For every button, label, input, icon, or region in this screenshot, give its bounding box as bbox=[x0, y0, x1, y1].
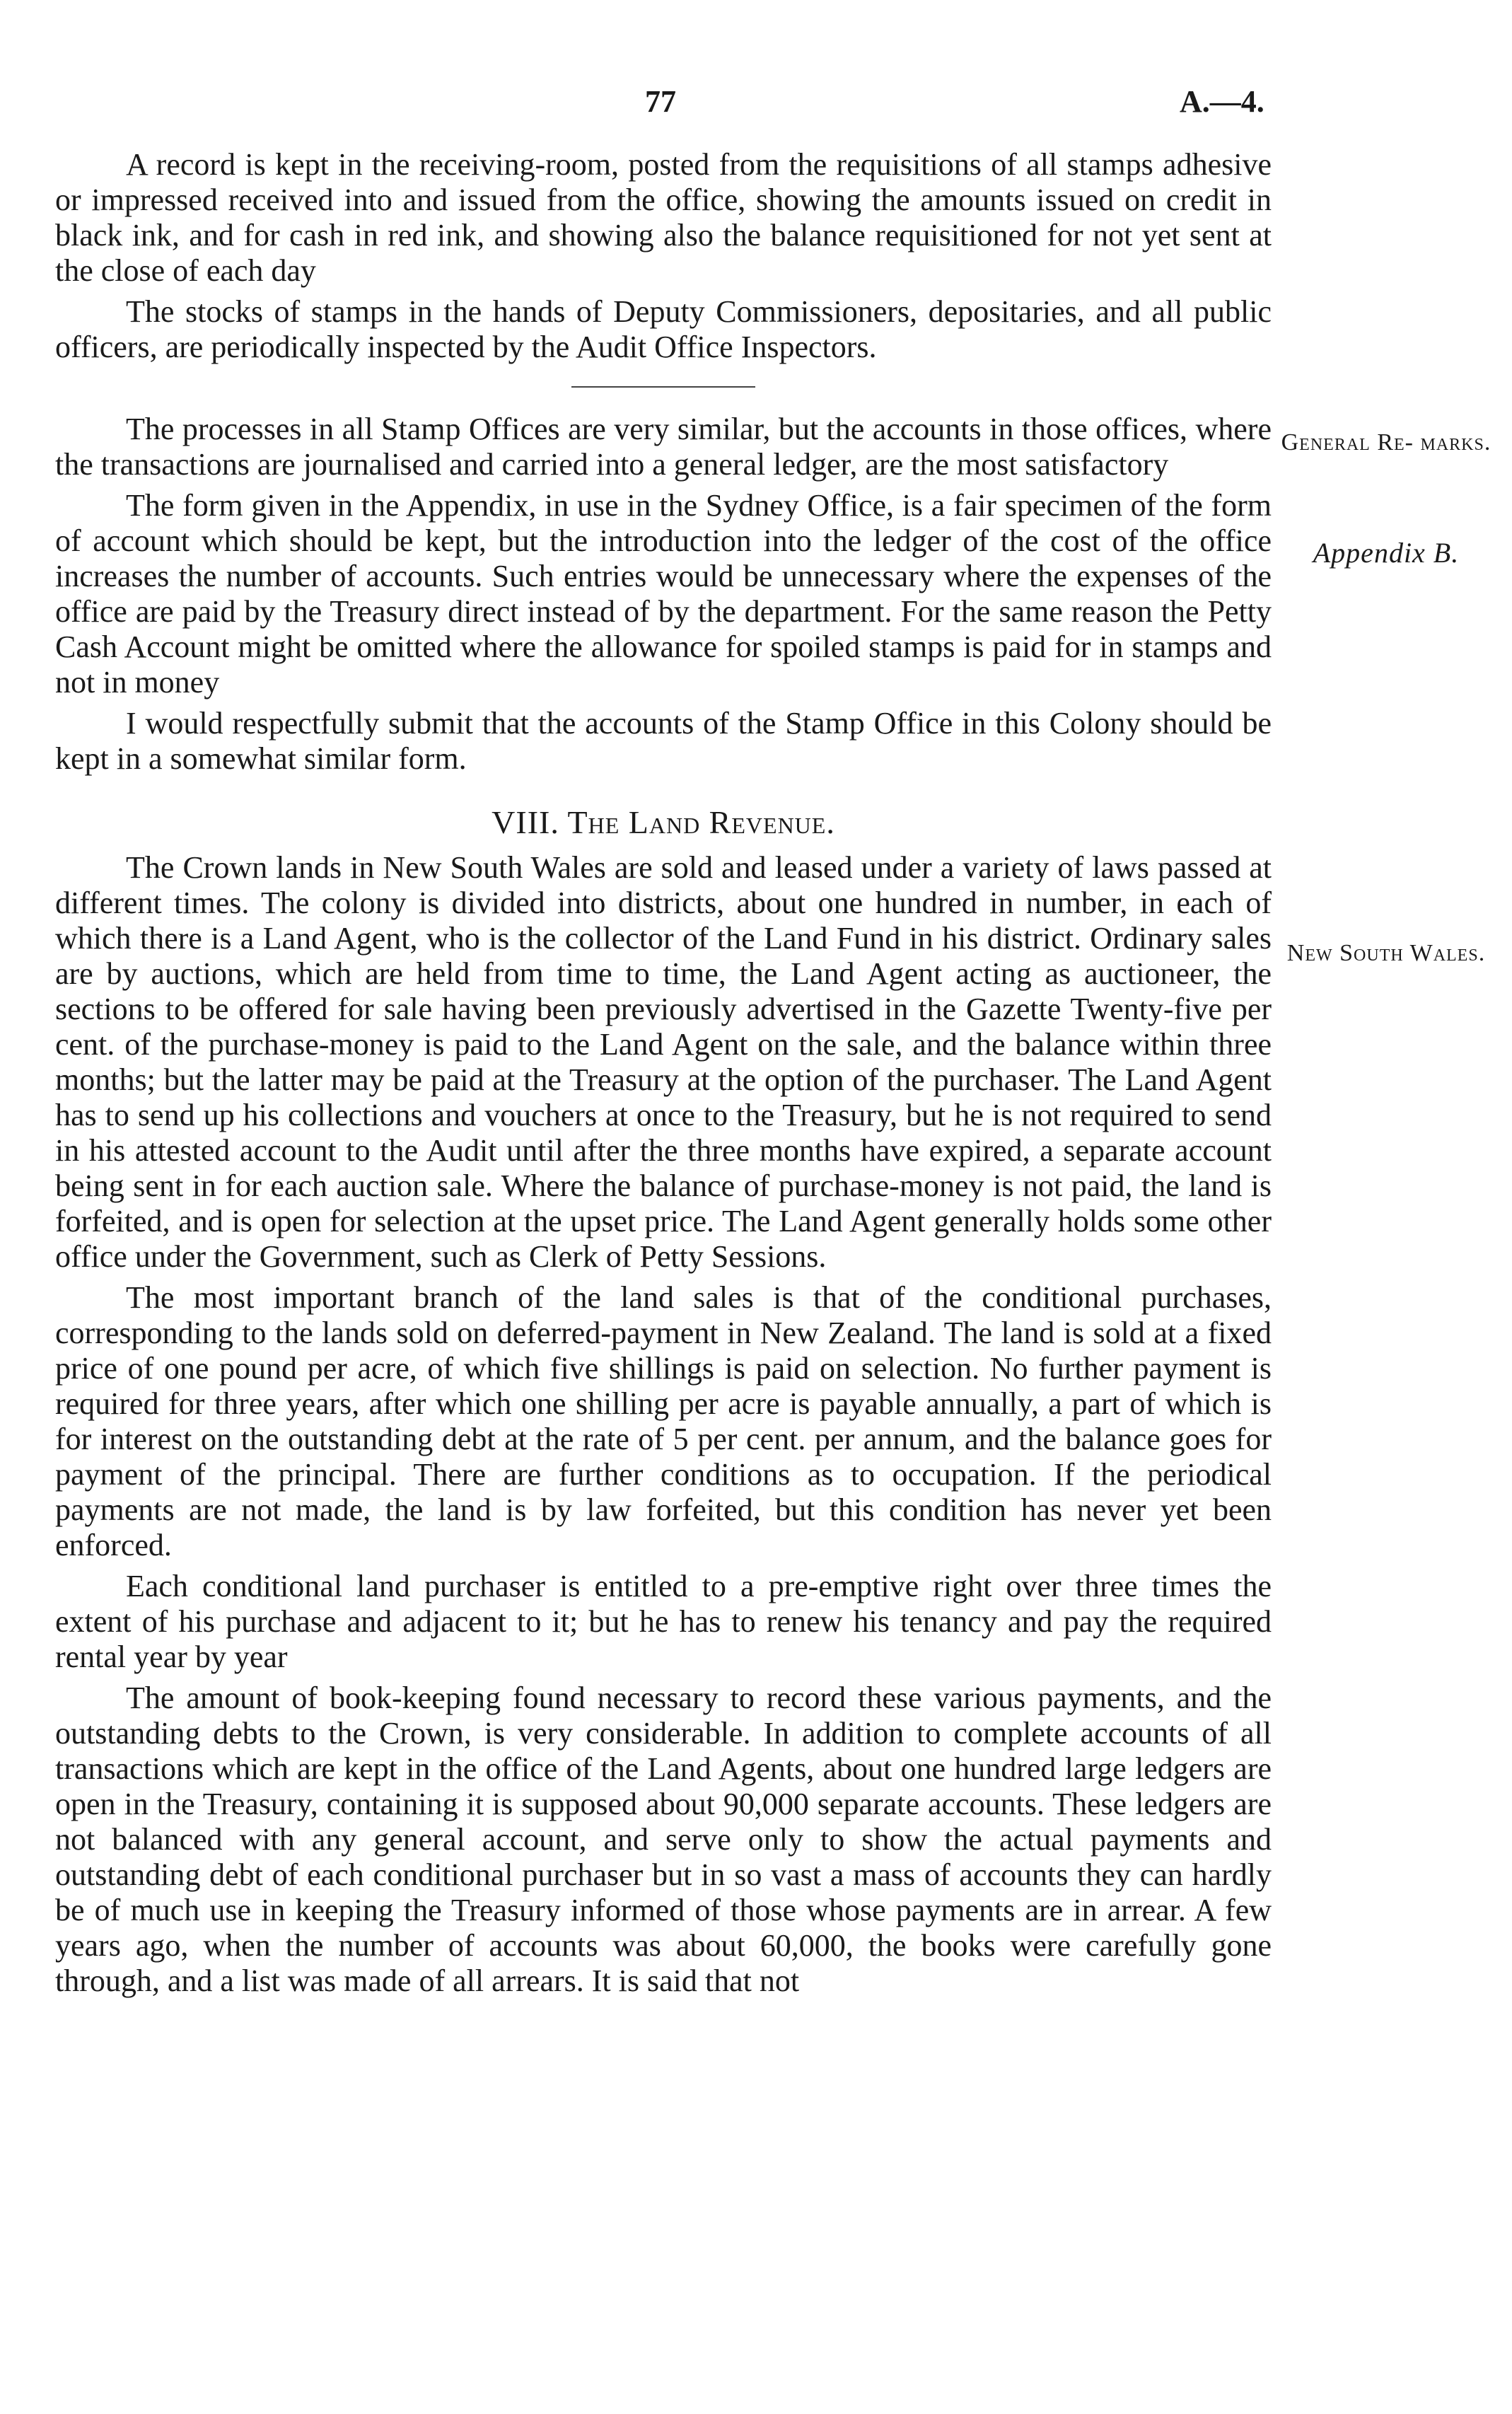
margin-note-appendix-b: Appendix B. bbox=[1313, 537, 1460, 569]
page-header bbox=[0, 83, 1512, 126]
margin-note-new-south-wales: New South Wales. bbox=[1286, 940, 1486, 966]
margin-note-general-remarks: General Re- marks. bbox=[1281, 429, 1491, 455]
main-text bbox=[55, 147, 1272, 2004]
paragraph: The most important branch of the land sales is that of the conditional purchases, corresponding to the lands sold on deferred-payment in New Zealand. The land is sold at a fixed price of one pound per acre, of which five shillings is paid on selection. No further payment is required for three years, after which one shilling per acre is payable annually, a part of which is for interest on the outstanding debt at the rate of 5 per cent. per annum, and the balance goes for payment of the principal. There are further conditions as to occupation. If the periodical payments are not made, the land is by law forfeited, but this condition has never yet been enforced. bbox=[55, 1280, 1272, 1562]
section-heading: VIII. The Land Revenue. bbox=[492, 804, 835, 840]
series-id: A.—4. bbox=[1180, 84, 1264, 119]
paragraph: The Crown lands in New South Wales are sold and leased under a variety of laws passed at different times. The colony is divided into districts, about one hundred in number, in each of which there is a Land Agent, who is the collector of the Land Fund in his district. Ordinary sales are by auctions, which are held from time to time, the Land Agent acting as auctioneer, the sections to be offered for sale having been previously advertised in the Gazette Twenty-five per cent. of the purchase-money is paid to the Land Agent on the sale, and the balance within three months; but the latter may be paid at the Treasury at the option of the purchaser. The Land Agent has to send up his collections and vouchers at once to the Treasury, but he is not required to send in his attested account to the Audit until after the three months have expired, a separate account being sent in for each auction sale. Where the balance of purchase-money is not paid, the land is forfeited, and is open for selection at the upset price. The Land Agent generally holds some other office under the Government, such as Clerk of Petty Sessions. bbox=[55, 850, 1272, 1274]
page-number: 77 bbox=[645, 84, 676, 119]
section-divider bbox=[571, 386, 755, 388]
paragraph: Each conditional land purchaser is entitled to a pre-emptive right over three times the extent of his purchase and adjacent to it; but he has to renew his tenancy and pay the required rental year by year bbox=[55, 1569, 1272, 1674]
paragraph: A record is kept in the receiving-room, posted from the requisitions of all stamps adhesive or impressed received into and issued from the office, showing the amounts issued on credit in black ink, and for cash in red ink, and showing also the balance requisitioned for not yet sent at the close of each day bbox=[55, 147, 1272, 288]
paragraph: The amount of book-keeping found necessary to record these various payments, and the outstanding debts to the Crown, is very considerable. In addition to complete accounts of all transactions which are kept in the office of the Land Agents, about one hundred large ledgers are open in the Treasury, containing it is supposed about 90,000 separate accounts. These ledgers are not balanced with any general account, and serve only to show the actual payments and outstanding debt of each conditional purchaser but in so vast a mass of accounts they can hardly be of much use in keeping the Treasury informed of those whose payments are in arrear. A few years ago, when the number of accounts was about 60,000, the books were carefully gone through, and a list was made of all arrears. It is said that not bbox=[55, 1681, 1272, 1998]
paragraph: The form given in the Appendix, in use in the Sydney Office, is a fair specimen of the form of account which should be kept, but the introduction into the ledger of the cost of the office increases the number of accounts. Such entries would be unnecessary where the expenses of the office are paid by the Treasury direct instead of by the department. For the same reason the Petty Cash Account might be omitted where the allowance for spoiled stamps is paid for in stamps and not in money bbox=[55, 488, 1272, 700]
paragraph: The processes in all Stamp Offices are very similar, but the accounts in those offices, where the transactions are journalised and carried into a general ledger, are the most satisfactory bbox=[55, 412, 1272, 482]
paragraph: The stocks of stamps in the hands of Deputy Commissioners, depositaries, and all public officers, are periodically inspected by the Audit Office Inspectors. bbox=[55, 294, 1272, 364]
paragraph: I would respectfully submit that the accounts of the Stamp Office in this Colony should be kept in a somewhat similar form. bbox=[55, 706, 1272, 776]
